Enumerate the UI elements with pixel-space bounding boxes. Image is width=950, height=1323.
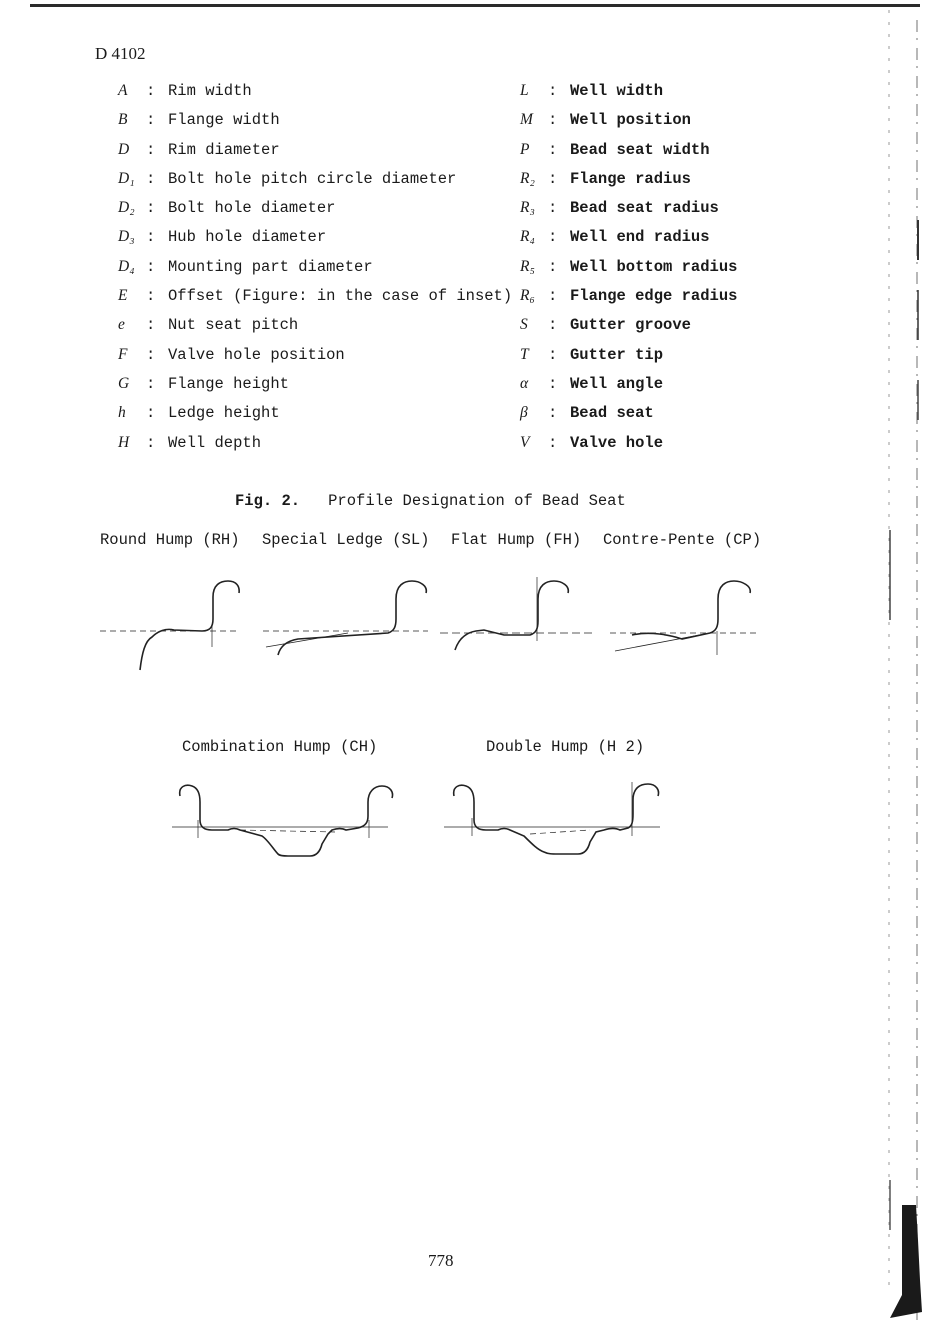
symbol-row [118, 199, 512, 228]
symbol-colon: : [146, 140, 156, 159]
symbol-colon: : [548, 228, 558, 247]
symbol-description: Gutter groove [570, 316, 691, 335]
symbol-description: Nut seat pitch [168, 316, 299, 335]
top-rule [30, 4, 920, 7]
symbol-colon: : [146, 374, 156, 393]
symbol-description: Well width [570, 82, 664, 100]
symbol-colon: : [548, 140, 558, 159]
symbol-description: Well end radius [570, 228, 710, 247]
symbol: h [118, 404, 126, 422]
symbol-colon: : [548, 316, 558, 335]
symbol: D₂ [118, 199, 135, 217]
symbol: G [118, 374, 130, 392]
special-ledge-profile [258, 575, 438, 675]
symbol-description: Well position [570, 111, 691, 130]
contre-pente-profile [610, 575, 760, 675]
symbol-colon: : [146, 199, 156, 218]
symbol: R₆ [520, 287, 535, 305]
symbol-colon: : [146, 228, 156, 247]
symbol-row [520, 141, 737, 170]
symbol-description: Offset (Figure: in the case of inset) [168, 287, 513, 306]
symbol-description: Gutter tip [570, 345, 664, 364]
symbol-description: Valve hole position [168, 345, 345, 364]
symbol-description: Mounting part diameter [168, 257, 373, 276]
symbol-colon: : [146, 433, 156, 452]
symbol: P [520, 140, 530, 158]
symbol-row [520, 170, 737, 199]
symbol: D₁ [118, 169, 135, 187]
symbol: R₂ [520, 169, 535, 187]
symbol: T [520, 345, 529, 363]
symbol-colon: : [146, 404, 156, 423]
symbol-list-left [118, 82, 512, 463]
symbol-colon: : [146, 345, 156, 364]
symbol: D [118, 140, 130, 158]
symbol-row [520, 287, 737, 316]
page-number: 778 [428, 1251, 454, 1270]
figure-number: Fig. 2. [235, 492, 301, 510]
symbol-row [118, 434, 512, 463]
symbol-row [118, 346, 512, 375]
symbol-colon: : [548, 199, 558, 218]
symbol-description: Flange width [168, 111, 280, 130]
symbol-description: Bolt hole diameter [168, 199, 336, 218]
symbol-description: Bead seat width [570, 140, 710, 159]
symbol-row [520, 375, 737, 404]
symbol-colon: : [548, 111, 558, 130]
symbol: R₄ [520, 228, 535, 246]
label-round-hump: Round Hump (RH) [100, 531, 240, 549]
symbol-row [520, 346, 737, 375]
symbol-colon: : [548, 374, 558, 393]
symbol: α [520, 374, 529, 392]
symbol-list-right [520, 82, 737, 463]
symbol: L [520, 82, 529, 99]
symbol-row [520, 111, 737, 140]
symbol: R₅ [520, 257, 535, 275]
combination-hump-profile [170, 780, 400, 870]
symbol-colon: : [548, 433, 558, 452]
symbol-colon: : [548, 287, 558, 306]
symbol-description: Valve hole [570, 433, 664, 452]
symbol-description: Bead seat [570, 404, 654, 423]
symbol-row [118, 316, 512, 345]
symbol-colon: : [548, 345, 558, 364]
symbol-description: Bead seat radius [570, 199, 719, 218]
symbol-row [520, 404, 737, 433]
symbol: β [520, 404, 528, 422]
figure-caption [235, 492, 626, 510]
symbol-description: Well angle [570, 374, 664, 393]
symbol-row [520, 258, 737, 287]
symbol-row [118, 287, 512, 316]
symbol-description: Rim diameter [168, 140, 280, 159]
document-id: D 4102 [95, 44, 146, 63]
symbol-row [118, 258, 512, 287]
symbol-row [118, 375, 512, 404]
symbol-description: Well bottom radius [570, 257, 738, 276]
symbol-description: Flange radius [570, 169, 691, 188]
symbol: A [118, 82, 128, 99]
symbol-row [520, 228, 737, 257]
symbol: M [520, 111, 533, 129]
figure-title: Profile Designation of Bead Seat [328, 492, 626, 510]
symbol: V [520, 433, 530, 451]
symbol-description: Well depth [168, 433, 262, 452]
round-hump-profile [100, 575, 250, 675]
label-contre-pente: Contre-Pente (CP) [603, 531, 762, 549]
symbol: H [118, 433, 130, 451]
symbol: D₄ [118, 257, 135, 275]
symbol-row [520, 316, 737, 345]
symbol-colon: : [146, 82, 156, 100]
symbol-colon: : [548, 169, 558, 188]
symbol: R₃ [520, 199, 535, 217]
symbol-colon: : [548, 257, 558, 276]
symbol: S [520, 316, 528, 334]
symbol: D₃ [118, 228, 135, 246]
symbol-row [118, 228, 512, 257]
symbol-row [118, 111, 512, 140]
symbol-description: Rim width [168, 82, 252, 100]
symbol: e [118, 316, 125, 334]
symbol-description: Bolt hole pitch circle diameter [168, 169, 457, 188]
symbol-row [520, 82, 737, 111]
symbol-row [118, 82, 512, 111]
symbol-description: Flange height [168, 374, 289, 393]
symbol-row [118, 404, 512, 433]
symbol-colon: : [146, 316, 156, 335]
symbol-colon: : [548, 82, 558, 100]
label-special-ledge: Special Ledge (SL) [262, 531, 430, 549]
scan-edge-artifact [880, 0, 940, 1323]
symbol-row [520, 434, 737, 463]
label-double-hump: Double Hump (H 2) [486, 738, 645, 756]
symbol-description: Flange edge radius [570, 287, 738, 306]
symbol: E [118, 287, 128, 305]
symbol-colon: : [146, 111, 156, 130]
symbol-row [520, 199, 737, 228]
symbol-colon: : [146, 287, 156, 306]
label-flat-hump: Flat Hump (FH) [451, 531, 582, 549]
symbol-colon: : [548, 404, 558, 423]
double-hump-profile [440, 778, 670, 868]
symbol-description: Hub hole diameter [168, 228, 327, 247]
symbol-colon: : [146, 257, 156, 276]
label-combination-hump: Combination Hump (CH) [182, 738, 378, 756]
symbol-colon: : [146, 169, 156, 188]
flat-hump-profile [440, 575, 600, 675]
symbol: F [118, 345, 128, 363]
symbol-row [118, 170, 512, 199]
symbol-description: Ledge height [168, 404, 280, 423]
symbol-row [118, 141, 512, 170]
symbol: B [118, 111, 128, 129]
